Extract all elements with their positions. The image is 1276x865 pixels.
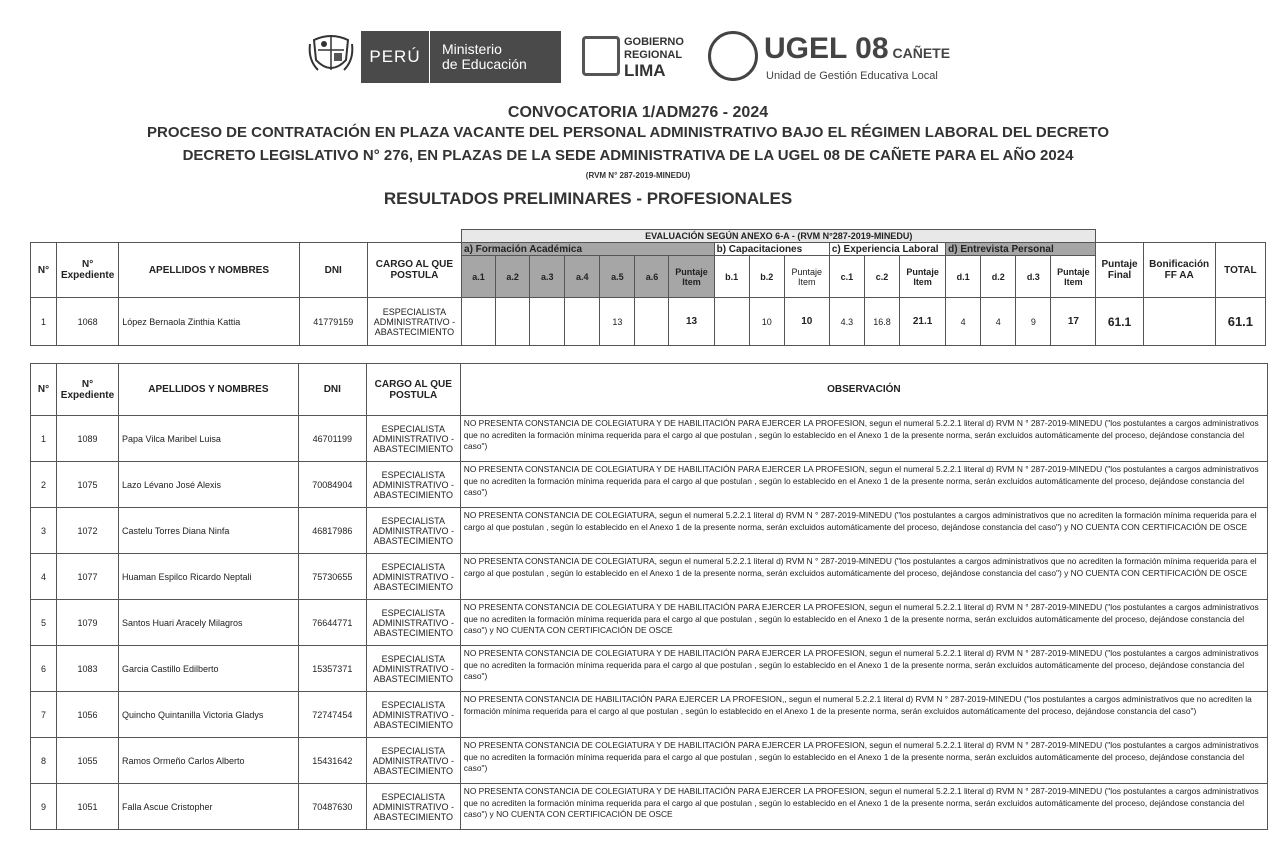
ministerio-line1: Ministerio <box>442 41 502 57</box>
ugel-seal-icon <box>708 31 758 81</box>
cell-exp: 1068 <box>57 298 119 346</box>
col-dni: DNI <box>299 243 367 298</box>
col-nombres: APELLIDOS Y NOMBRES <box>119 243 299 298</box>
convocatoria-title: CONVOCATORIA 1/ADM276 - 2024 <box>507 104 769 121</box>
cell-total: 61.1 <box>1215 298 1265 346</box>
proceso-title-line2: DECRETO LEGISLATIVO N° 276, EN PLAZAS DE LA SEDE ADMINISTRATIVA DE LA UGEL 08 DE CAÑETE PARA EL AÑO 2024 <box>182 147 1074 164</box>
gob-line3: LIMA <box>624 61 666 80</box>
cell-dni: 70487630 <box>298 784 366 830</box>
cell-observacion: NO PRESENTA CONSTANCIA DE COLEGIATURA Y DE HABILITACIÓN PARA EJERCER LA PROFESION, segun el numeral 5.2.2.1 literal d) RVM N ° 287-2019-MINEDU ("los postulantes a cargos administrativos que no acrediten la formación mínima requerida para el cargo al que postulan , según lo establecido en el Anexo 1 de la presente norma, serán excluidos automáticamente del proceso, dejándose constancia del caso") y NO CUENTA CON CERTIFICACIÓN DE OSCE <box>460 600 1267 646</box>
cell-observacion: NO PRESENTA CONSTANCIA DE COLEGIATURA Y DE HABILITACIÓN PARA EJERCER LA PROFESION, segun el numeral 5.2.2.1 literal d) RVM N ° 287-2019-MINEDU ("los postulantes a cargos administrativos que no acrediten la formación mínima requerida para el cargo al que postulan , según lo establecido en el Anexo 1 de la presente norma, serán excluidos automáticamente del proceso, dejándose constancia del caso") y NO CUENTA CON CERTIFICACIÓN DE OSCE <box>460 784 1267 830</box>
col-bonificacion: Bonificación FF AA <box>1143 243 1215 298</box>
cell-n: 7 <box>31 692 57 738</box>
col-a2: a.2 <box>496 256 530 298</box>
table-row <box>31 784 1268 830</box>
cell-a4 <box>565 298 600 346</box>
table-row <box>31 298 1266 346</box>
cell-a2 <box>496 298 530 346</box>
cell-observacion: NO PRESENTA CONSTANCIA DE COLEGIATURA Y DE HABILITACIÓN PARA EJERCER LA PROFESION, segun el numeral 5.2.2.1 literal d) RVM N ° 287-2019-MINEDU ("los postulantes a cargos administrativos que no acrediten la formación mínima requerida para el cargo al que postulan , según lo establecido en el Anexo 1 de la presente norma, serán excluidos automáticamente del proceso, dejándose constancia del caso") <box>460 646 1267 692</box>
cell-nombres: Falla Ascue Cristopher <box>118 784 298 830</box>
cell-nombres: Lazo Lévano José Alexis <box>118 462 298 508</box>
col-puntaje-d: Puntaje Item <box>1051 256 1096 298</box>
cell-dni: 15431642 <box>298 738 366 784</box>
cell-dni: 70084904 <box>298 462 366 508</box>
cell-nombres: Garcia Castillo Edilberto <box>118 646 298 692</box>
peru-label: PERÚ <box>361 31 430 83</box>
col-a3: a.3 <box>530 256 565 298</box>
cell-nombres: Quincho Quintanilla Victoria Gladys <box>118 692 298 738</box>
peru-coat-of-arms-icon <box>308 30 354 80</box>
cell-b2: 10 <box>749 298 784 346</box>
cell-n: 9 <box>31 784 57 830</box>
cell-puntaje-a: 13 <box>669 298 714 346</box>
cell-cargo: ESPECIALISTA ADMINISTRATIVO - ABASTECIMIENTO <box>366 508 460 554</box>
col-c2: c.2 <box>864 256 899 298</box>
cell-dni: 15357371 <box>298 646 366 692</box>
cell-nombres: Santos Huari Aracely Milagros <box>118 600 298 646</box>
cell-dni: 41779159 <box>299 298 367 346</box>
cell-observacion: NO PRESENTA CONSTANCIA DE COLEGIATURA Y DE HABILITACIÓN PARA EJERCER LA PROFESION, segun el numeral 5.2.2.1 literal d) RVM N ° 287-2019-MINEDU ("los postulantes a cargos administrativos que no acrediten la formación mínima requerida para el cargo al que postulan , según lo establecido en el Anexo 1 de la presente norma, serán excluidos automáticamente del proceso, dejándose constancia del caso") <box>460 738 1267 784</box>
ugel-logo <box>764 32 950 66</box>
ugel-subtitle: Unidad de Gestión Educativa Local <box>766 70 938 82</box>
cell-n: 5 <box>31 600 57 646</box>
group-capacitaciones: b) Capacitaciones <box>714 243 829 256</box>
col-b2: b.2 <box>749 256 784 298</box>
cell-observacion: NO PRESENTA CONSTANCIA DE COLEGIATURA, segun el numeral 5.2.2.1 literal d) RVM N ° 287-2019-MINEDU ("los postulantes a cargos administrativos que no acrediten la formación mínima requerida para el cargo al que postulan , según lo establecido en el Anexo 1 de la presente norma, serán excluidos automáticamente del proceso, dejándose constancia del caso") y NO CUENTA CON CERTIFICACIÓN DE OSCE <box>460 554 1267 600</box>
cell-puntaje-c: 21.1 <box>900 298 946 346</box>
group-formacion: a) Formación Académica <box>462 243 715 256</box>
cell-b1 <box>714 298 749 346</box>
table-row <box>31 600 1268 646</box>
ministerio-line2: de Educación <box>442 56 527 72</box>
results-table <box>30 229 1266 346</box>
col-puntaje-b: Puntaje Item <box>784 256 829 298</box>
cell-dni: 72747454 <box>298 692 366 738</box>
cell-exp: 1083 <box>56 646 118 692</box>
col-total: TOTAL <box>1215 243 1265 298</box>
cell-puntaje-d: 17 <box>1051 298 1096 346</box>
cell-a5: 13 <box>600 298 635 346</box>
ugel-label: UGEL 08 <box>764 32 889 65</box>
rvm-subtitle: (RVM N° 287-2019-MINEDU) <box>585 171 691 180</box>
col-a1: a.1 <box>462 256 496 298</box>
eval-header: EVALUACIÓN SEGÚN ANEXO 6-A - (RVM N°287-2019-MINEDU) <box>462 230 1096 243</box>
cell-c2: 16.8 <box>864 298 899 346</box>
col-n: N° <box>31 243 57 298</box>
cell-n: 1 <box>31 416 57 462</box>
cell-d1: 4 <box>946 298 981 346</box>
cell-a1 <box>462 298 496 346</box>
cell-nombres: Papa Vilca Maribel Luisa <box>118 416 298 462</box>
col-n: N° <box>31 364 57 416</box>
cell-cargo: ESPECIALISTA ADMINISTRATIVO - ABASTECIMIENTO <box>366 554 460 600</box>
cell-puntaje-b: 10 <box>784 298 829 346</box>
cell-exp: 1072 <box>56 508 118 554</box>
cell-cargo: ESPECIALISTA ADMINISTRATIVO - ABASTECIMIENTO <box>366 416 460 462</box>
cell-exp: 1089 <box>56 416 118 462</box>
col-a5: a.5 <box>600 256 635 298</box>
cell-exp: 1077 <box>56 554 118 600</box>
cell-nombres: Castelu Torres Diana Ninfa <box>118 508 298 554</box>
col-puntaje-final: Puntaje Final <box>1096 243 1143 298</box>
ministerio-logo <box>361 31 561 83</box>
proceso-title-line1: PROCESO DE CONTRATACIÓN EN PLAZA VACANTE DEL PERSONAL ADMINISTRATIVO BAJO EL RÉGIMEN LABORAL DEL DECRETO <box>146 124 1109 141</box>
col-dni: DNI <box>298 364 366 416</box>
cell-n: 8 <box>31 738 57 784</box>
table-row <box>31 646 1268 692</box>
col-d2: d.2 <box>981 256 1016 298</box>
cell-observacion: NO PRESENTA CONSTANCIA DE COLEGIATURA Y DE HABILITACIÓN PARA EJERCER LA PROFESION, segun el numeral 5.2.2.1 literal d) RVM N ° 287-2019-MINEDU ("los postulantes a cargos administrativos que no acrediten la formación mínima requerida para el cargo al que postulan , según lo establecido en el Anexo 1 de la presente norma, serán excluidos automáticamente del proceso, dejándose constancia del caso") <box>460 416 1267 462</box>
observations-body <box>31 416 1268 830</box>
table-row <box>31 416 1268 462</box>
ugel-canete-label: CAÑETE <box>892 45 951 61</box>
table-row <box>31 462 1268 508</box>
col-d1: d.1 <box>946 256 981 298</box>
col-puntaje-c: Puntaje Item <box>900 256 946 298</box>
gob-line2: REGIONAL <box>624 49 683 61</box>
observations-table <box>30 363 1268 830</box>
cell-cargo: ESPECIALISTA ADMINISTRATIVO - ABASTECIMIENTO <box>367 298 461 346</box>
col-b1: b.1 <box>714 256 749 298</box>
cell-cargo: ESPECIALISTA ADMINISTRATIVO - ABASTECIMIENTO <box>366 738 460 784</box>
cell-observacion: NO PRESENTA CONSTANCIA DE COLEGIATURA Y DE HABILITACIÓN PARA EJERCER LA PROFESION, segun el numeral 5.2.2.1 literal d) RVM N ° 287-2019-MINEDU ("los postulantes a cargos administrativos que no acrediten la formación mínima requerida para el cargo al que postulan , según lo establecido en el Anexo 1 de la presente norma, serán excluidos automáticamente del proceso, dejándose constancia del caso") <box>460 462 1267 508</box>
gobierno-mark-icon <box>582 36 620 76</box>
col-nombres: APELLIDOS Y NOMBRES <box>118 364 298 416</box>
col-observacion: OBSERVACIÓN <box>460 364 1267 416</box>
col-d3: d.3 <box>1016 256 1051 298</box>
cell-exp: 1056 <box>56 692 118 738</box>
col-a4: a.4 <box>565 256 600 298</box>
col-a6: a.6 <box>635 256 669 298</box>
cell-d2: 4 <box>981 298 1016 346</box>
table-row <box>31 508 1268 554</box>
col-cargo: CARGO AL QUE POSTULA <box>367 243 461 298</box>
col-expediente: N° Expediente <box>57 243 119 298</box>
cell-dni: 46701199 <box>298 416 366 462</box>
cell-observacion: NO PRESENTA CONSTANCIA DE COLEGIATURA, segun el numeral 5.2.2.1 literal d) RVM N ° 287-2019-MINEDU ("los postulantes a cargos administrativos que no acrediten la formación mínima requerida para el cargo al que postulan , según lo establecido en el Anexo 1 de la presente norma, serán excluidos automáticamente del proceso, dejándose constancia del caso") y NO CUENTA CON CERTIFICACIÓN DE OSCE <box>460 508 1267 554</box>
cell-a3 <box>530 298 565 346</box>
table-row <box>31 738 1268 784</box>
cell-n: 2 <box>31 462 57 508</box>
cell-exp: 1051 <box>56 784 118 830</box>
cell-dni: 46817986 <box>298 508 366 554</box>
cell-nombres: Ramos Ormeño Carlos Alberto <box>118 738 298 784</box>
cell-n: 4 <box>31 554 57 600</box>
cell-cargo: ESPECIALISTA ADMINISTRATIVO - ABASTECIMIENTO <box>366 600 460 646</box>
cell-n: 6 <box>31 646 57 692</box>
cell-bonificacion <box>1143 298 1215 346</box>
cell-cargo: ESPECIALISTA ADMINISTRATIVO - ABASTECIMIENTO <box>366 462 460 508</box>
cell-cargo: ESPECIALISTA ADMINISTRATIVO - ABASTECIMIENTO <box>366 646 460 692</box>
col-c1: c.1 <box>829 256 864 298</box>
cell-n: 1 <box>31 298 57 346</box>
cell-nombres: Huaman Espilco Ricardo Neptali <box>118 554 298 600</box>
cell-exp: 1055 <box>56 738 118 784</box>
cell-dni: 75730655 <box>298 554 366 600</box>
cell-nombres: López Bernaola Zinthia Kattia <box>119 298 299 346</box>
cell-cargo: ESPECIALISTA ADMINISTRATIVO - ABASTECIMIENTO <box>366 692 460 738</box>
gobierno-regional-logo <box>582 36 682 80</box>
col-cargo: CARGO AL QUE POSTULA <box>366 364 460 416</box>
cell-c1: 4.3 <box>829 298 864 346</box>
table-row <box>31 692 1268 738</box>
col-puntaje-a: Puntaje Item <box>669 256 714 298</box>
cell-exp: 1075 <box>56 462 118 508</box>
cell-observacion: NO PRESENTA CONSTANCIA DE HABILITACIÓN PARA EJERCER LA PROFESION,, segun el numeral 5.2.2.1 literal d) RVM N ° 287-2019-MINEDU ("los postulantes a cargos administrativos que no acrediten la formación mínima requerida para el cargo al que postulan , según lo establecido en el Anexo 1 de la presente norma, serán excluidos automáticamente del proceso, dejándose constancia del caso") <box>460 692 1267 738</box>
cell-a6 <box>635 298 669 346</box>
ministerio-label <box>430 42 527 72</box>
logo-bar <box>0 26 1276 86</box>
cell-d3: 9 <box>1016 298 1051 346</box>
col-expediente: N° Expediente <box>56 364 118 416</box>
cell-n: 3 <box>31 508 57 554</box>
group-experiencia: c) Experiencia Laboral <box>829 243 945 256</box>
cell-exp: 1079 <box>56 600 118 646</box>
resultados-title: RESULTADOS PRELIMINARES - PROFESIONALES <box>383 189 793 208</box>
cell-puntaje-final: 61.1 <box>1096 298 1143 346</box>
gob-line1: GOBIERNO <box>624 36 684 48</box>
cell-dni: 76644771 <box>298 600 366 646</box>
cell-cargo: ESPECIALISTA ADMINISTRATIVO - ABASTECIMIENTO <box>366 784 460 830</box>
table-row <box>31 554 1268 600</box>
group-entrevista: d) Entrevista Personal <box>946 243 1096 256</box>
